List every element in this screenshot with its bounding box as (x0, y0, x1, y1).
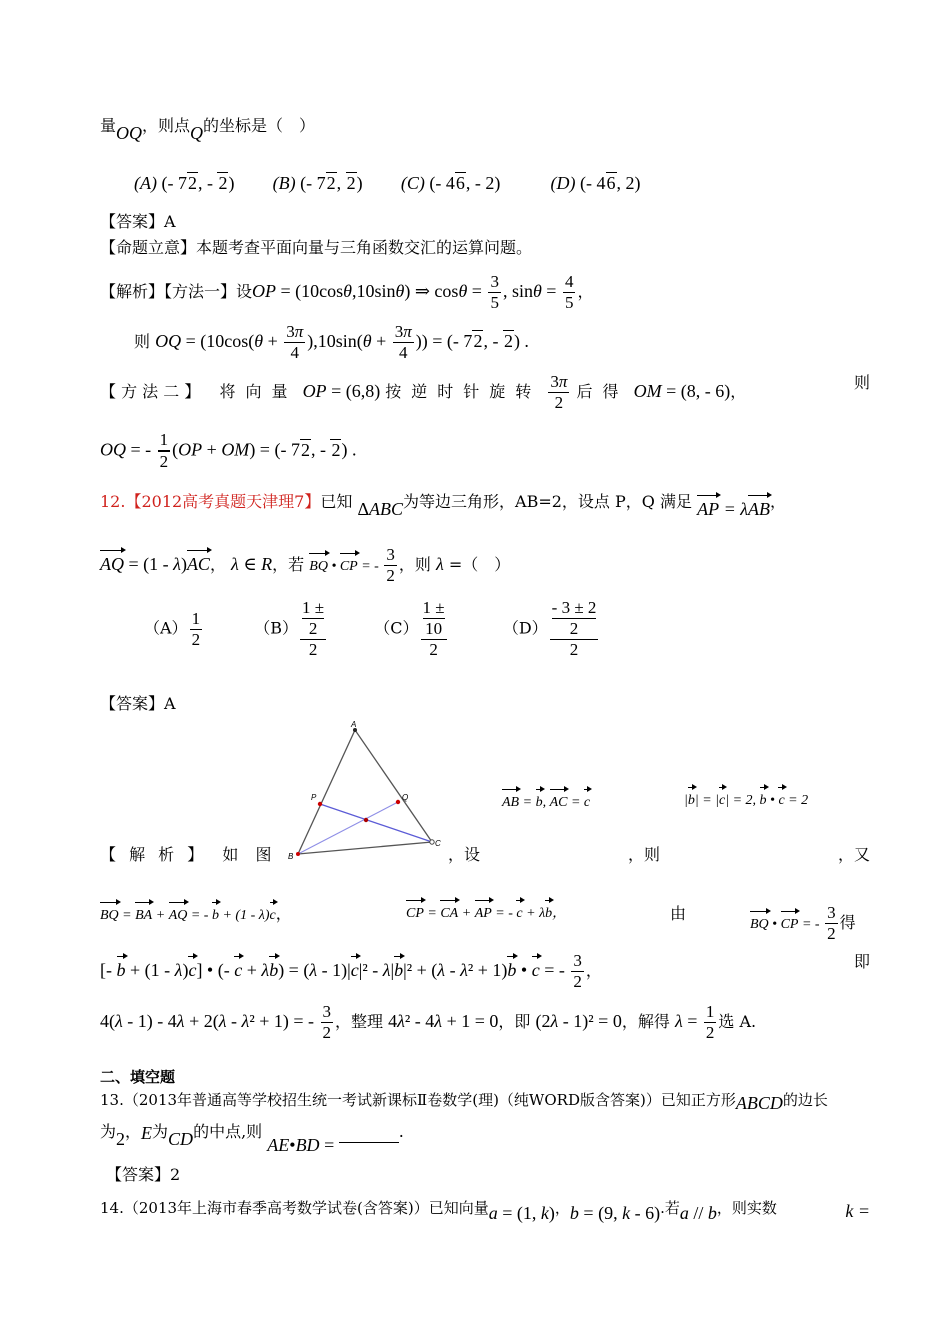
label-q: Q (402, 793, 409, 802)
q11-stem: 量OQ，则点Q的坐标是（ ） (100, 116, 316, 143)
q12-set-vectors: AB = b, AC = c (502, 790, 590, 814)
q13-line2: 为2，E为CD的中点,则 AE•BD = . (100, 1122, 404, 1155)
q12-norms: |b| = |c| = 2, b • c = 2 (684, 788, 808, 812)
q12-answer: 【答案】A (100, 694, 176, 713)
point-q (396, 800, 400, 804)
side-ab (298, 730, 355, 854)
q12-solution-vectors: BQ = BA + AQ = - b + (1 - λ)c， CP = CA + AP = - c + λb， 由 BQ • CP = - $\frac{3}{2}$ 得 (100, 903, 856, 943)
q12-stem-line2: AQ = (1 - λ)AC， λ ∈ R，若 BQ • CP = - $\frac{3}{2}$ ，则 λ =（ ） (100, 545, 511, 585)
q11-method1: 【解析】【方法一】设OP = (10cosθ,10sinθ) ⇒ cosθ = $\frac{3}{5}$ , sinθ = $\frac{4}{5}$ ， (100, 272, 594, 312)
q12-solution-expand: [- b + (1 - λ)c] • (- c + λb) = (λ - 1)|c|² - λ|b|² + (λ - λ² + 1)b • c = - $\frac{3}{2}$ ， 即 (100, 951, 870, 991)
q11-options: (A) (- 72, - 2) (B) (- 72, 2) (C) (- 46, - 2) (D) (- 46, 2) (134, 173, 641, 193)
q11-intent: 【命题立意】本题考查平面向量与三角函数交汇的运算问题。 (100, 238, 533, 257)
q13-line1: 13.（2013年普通高等学校招生统一考试新课标Ⅱ卷数学(理)（纯WORD版含答案)）已知正方形ABCD的边长 (100, 1091, 828, 1113)
side-ac (355, 730, 432, 842)
q14-text: 14.（2013年上海市春季高考数学试卷(含答案)）已知向量a = (1, k)，b = (9, k - 6).若a // b，则实数 k = (100, 1199, 870, 1223)
section-title: 二、填空题 (100, 1068, 176, 1086)
q11-method2: 【 方 法 二 】 将向量 OP = (6,8) 按逆时针旋转 $\frac{3\pi}{2}$ 后得 OM = (8, - 6)， 则 (100, 372, 870, 412)
q11-method1-line2: 则 OQ = (10cos(θ + $\frac{3\pi}{4}$ ),10sin(θ + $\frac{3\pi}{4}$ )) = (- 72, - 2) . (134, 322, 529, 362)
segment-pc (320, 804, 432, 842)
label-a: A (351, 720, 357, 729)
q12-options: （A） $\frac{1}{2}$ （B） 1 ± 2 2 （C） 1 ± 10 2 （D） - 3 ± 2 2 2 (144, 598, 597, 659)
point-p (318, 802, 322, 806)
q12-solution-final: 4(λ - 1) - 4λ + 2(λ - λ² + 1) = - $\frac{3}{2}$ ，整理 4λ² - 4λ + 1 = 0，即 (2λ - 1)² = 0，解得 λ = $\frac{1}{2}$ 选 A. (100, 1002, 757, 1042)
q13-answer: 【答案】2 (106, 1165, 181, 1184)
q11-method2-line2: OQ = - $\frac{1}{2}$ (OP + OM) = (- 72, - 2) . (100, 430, 357, 471)
intersection-point (364, 818, 368, 822)
q12-stem-line1: 12.【2012高考真题天津理7】已知 ΔABC为等边三角形，AB=2，设点 P，Q 满足 AP = λAB， (100, 492, 787, 519)
label-c: C (435, 839, 441, 848)
label-p: P (311, 793, 317, 802)
label-b: B (288, 852, 294, 861)
q11-answer: 【答案】A (100, 212, 176, 231)
q12-solution-intro: 【 解 析 】 如 图 ，设 ，则 ，又 (100, 845, 870, 864)
